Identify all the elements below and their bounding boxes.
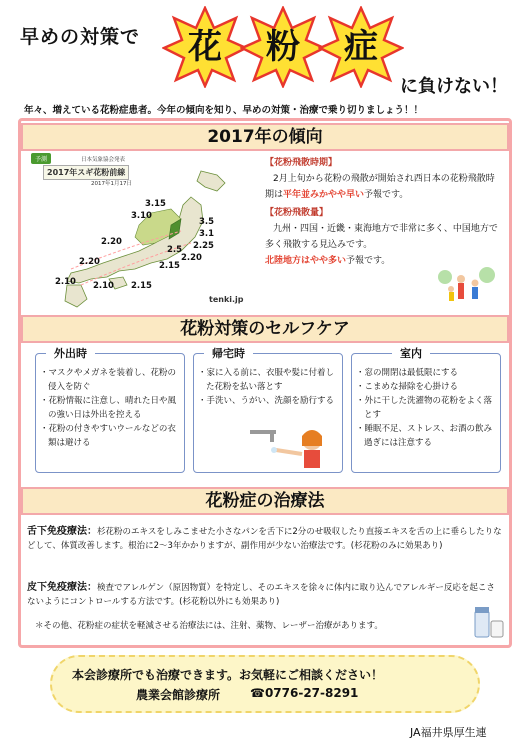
- therapy-name: 舌下免疫療法：: [27, 526, 97, 537]
- map-value: 2.10: [55, 277, 76, 287]
- star-badge-ka: [162, 6, 248, 88]
- scatter-text-b: 予報です。: [364, 190, 409, 200]
- intro-text: 年々、増えている花粉症患者。今年の傾向を知り、早めの対策・治療で乗り切りましょう！！: [24, 105, 424, 116]
- kanji-fun: 粉: [266, 27, 300, 67]
- card-title: 外出時: [46, 345, 95, 363]
- section-band-treatment: 花粉症の治療法: [21, 487, 509, 515]
- kanji-ka: 花: [188, 27, 222, 67]
- star-badge-fun: [240, 6, 326, 88]
- amount-text: 九州・四国・近畿・東海地方で非常に多く、中国地方で多く飛散する見込みです。: [265, 224, 498, 250]
- map-value: 3.10: [131, 211, 152, 221]
- tenki-credit: tenki.jp: [209, 295, 244, 304]
- map-value: 2.20: [101, 237, 122, 247]
- handwashing-girl-icon: [246, 422, 336, 470]
- list-item: ・花粉の付きやすいウールなどの衣類は避ける: [40, 424, 176, 448]
- list-item: ・外に干した洗濯物の花粉をよく落とす: [356, 396, 493, 420]
- treatment-note: ＊その他、花粉症の症状を軽減させる治療法には、注射、薬物、レーザー治療があります。: [35, 621, 383, 631]
- list-item: ・手洗い、うがい、洗顔を励行する: [198, 396, 335, 406]
- organization-name: JA福井県厚生連: [410, 726, 487, 739]
- card-list: [198, 366, 338, 408]
- selfcare-card-outing: [35, 347, 185, 473]
- clinic-phone[interactable]: ☎0776-27-8291: [250, 686, 359, 700]
- map-value: 3.15: [145, 199, 166, 209]
- section-band-selfcare: 花粉対策のセルフケア: [21, 315, 509, 343]
- amount-tail-text: 予報です。: [346, 256, 391, 266]
- therapy-text: 検査でアレルゲン（原因物質）を特定し、そのエキスを徐々に体内に取り込んでアレルギー反応を起こさないようにコントロールする方法です。(杉花粉以外にも効果あり): [27, 583, 495, 607]
- selfcare-card-indoor: [351, 347, 501, 473]
- therapy-subcutaneous: [27, 581, 503, 609]
- consult-banner: [50, 655, 480, 713]
- pollen-front-map: [31, 153, 259, 311]
- family-walk-icon: [431, 263, 501, 313]
- section-band-trend: 2017年の傾向: [21, 123, 509, 151]
- list-item: ・こまめな掃除を心掛ける: [356, 382, 459, 392]
- clinic-name: 農業会館診療所: [136, 688, 221, 702]
- card-title: 帰宅時: [204, 345, 253, 363]
- list-item: ・家に入る前に、衣服や髪に付着した花粉を払い落とす: [198, 368, 335, 392]
- card-list: [40, 366, 180, 450]
- amount-label: 【花粉飛散量】: [265, 208, 329, 218]
- trend-info: [265, 155, 501, 269]
- map-source: 日本気象協会発表: [81, 157, 126, 163]
- map-date: 2017年1月17日: [91, 181, 132, 187]
- star-badge-sho: [318, 6, 404, 88]
- selfcare-card-return: [193, 347, 343, 473]
- map-title: 2017年スギ花粉前線: [43, 165, 129, 180]
- map-value: 2.10: [93, 281, 114, 291]
- map-value: 2.5: [167, 245, 183, 255]
- list-item: ・マスクやメガネを装着し、花粉の侵入を防ぐ: [40, 368, 177, 392]
- scatter-text-a: 2月上旬から花粉の飛散が開始され西日本の花粉飛散時期は: [265, 174, 495, 200]
- map-tag: 予測: [31, 153, 51, 164]
- map-value: 2.20: [181, 253, 202, 263]
- list-item: ・花粉情報に注意し、晴れた日や風の強い日は外出を控える: [40, 396, 177, 420]
- not-lose-title: に負けない！: [400, 76, 508, 97]
- list-item: ・睡眠不足、ストレス、お酒の飲み過ぎには注意する: [356, 424, 493, 448]
- amount-highlight: 北陸地方はやや多い: [265, 256, 347, 266]
- scatter-label: 【花粉飛散時期】: [265, 158, 338, 168]
- card-title: 室内: [392, 345, 430, 363]
- map-value: 3.1: [199, 229, 215, 239]
- medicine-icon: [471, 601, 505, 641]
- map-value: 2.15: [159, 261, 180, 271]
- consult-message: 本会診療所でも治療できます。お気軽にご相談ください！: [72, 668, 384, 682]
- map-value: 2.25: [193, 241, 214, 251]
- map-value: 2.20: [79, 257, 100, 267]
- scatter-text: [265, 171, 501, 203]
- therapy-text: 杉花粉のエキスをしみこませた小さなパンを舌下に2分のせ吸収したり直接エキスを舌の上に垂らしたりなどして、体質改善します。根治に2～3年かかりますが、副作用が少ない治療法です。(杉花粉のみに効果あり): [27, 527, 502, 551]
- card-list: [356, 366, 496, 450]
- kanji-sho: 症: [344, 27, 378, 67]
- scatter-highlight: 平年並みかやや早い: [283, 190, 365, 200]
- map-value: 2.15: [131, 281, 152, 291]
- list-item: ・窓の開閉は最低限にする: [356, 368, 459, 378]
- early-title: 早めの対策で: [20, 26, 141, 48]
- therapy-sublingual: [27, 525, 503, 553]
- main-frame: [18, 118, 512, 648]
- map-value: 3.5: [199, 217, 215, 227]
- header: [0, 0, 530, 100]
- therapy-name: 皮下免疫療法：: [27, 582, 97, 593]
